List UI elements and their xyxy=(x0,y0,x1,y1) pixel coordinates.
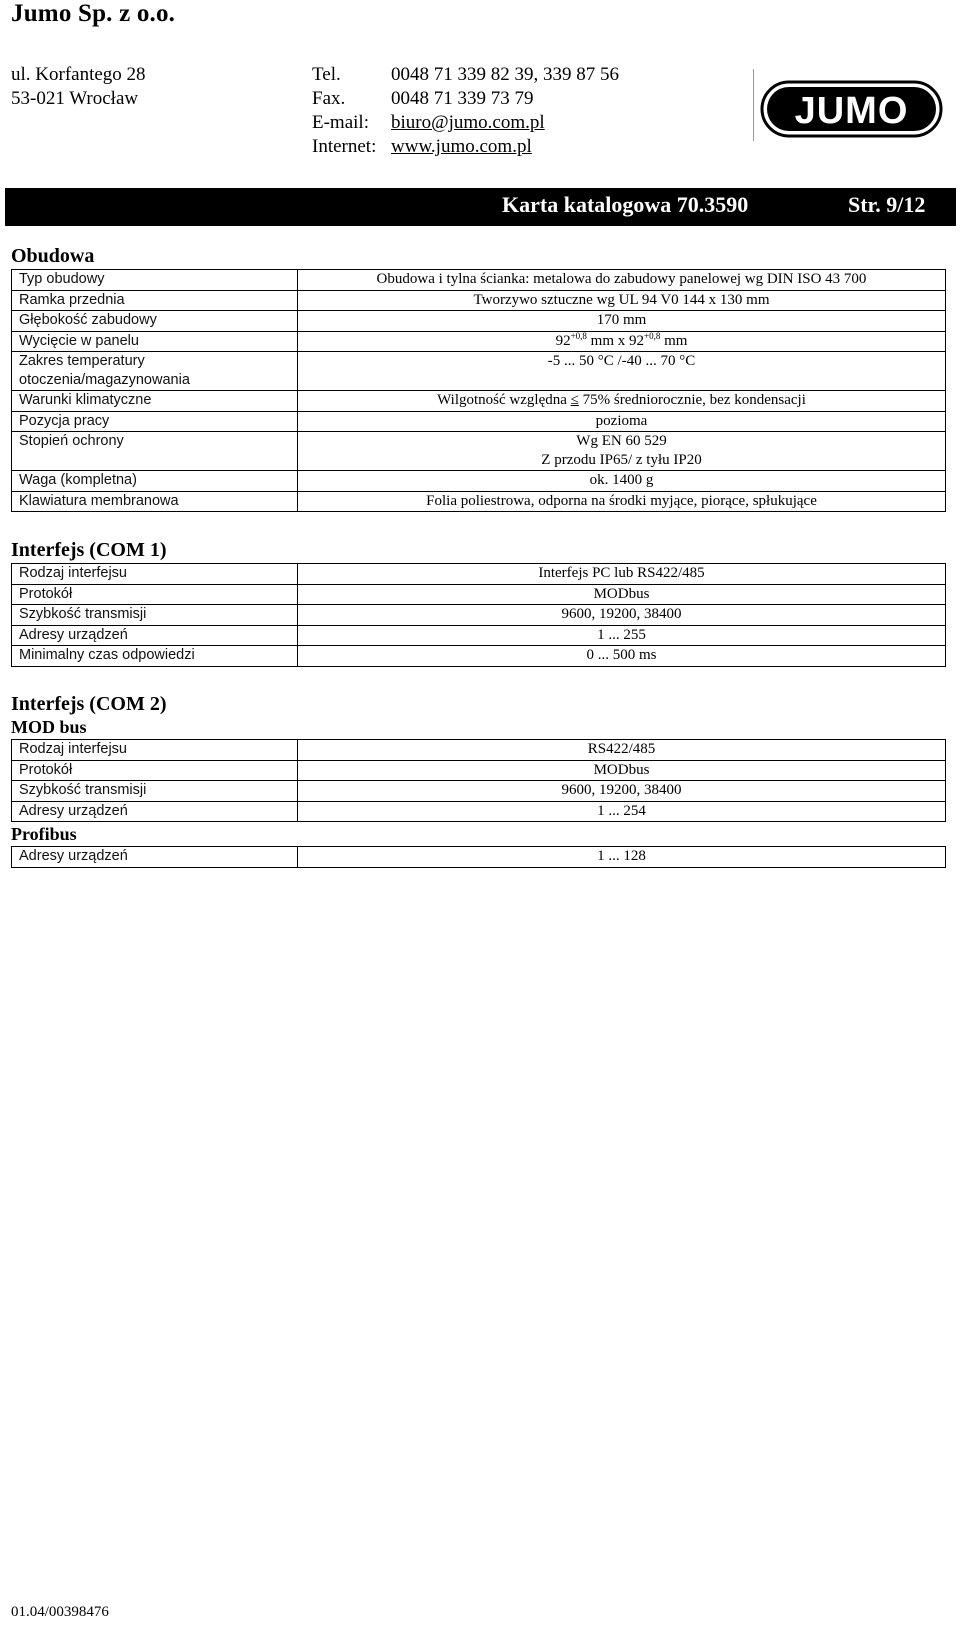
table-row xyxy=(12,411,946,432)
row-value: Obudowa i tylna ścianka: metalowa do zabudowy panelowej wg DIN ISO 43 700 xyxy=(298,270,946,291)
row-label: Szybkość transmisji xyxy=(12,781,298,802)
row-label: Zakres temperatury otoczenia/magazynowania xyxy=(12,352,298,391)
table-row xyxy=(12,847,946,868)
web-link[interactable]: www.jumo.com.pl xyxy=(391,136,532,157)
table-row xyxy=(12,625,946,646)
housing-table xyxy=(11,269,946,512)
table-row xyxy=(12,391,946,412)
table-row xyxy=(12,564,946,585)
tel-row xyxy=(312,63,619,87)
email-link[interactable]: biuro@jumo.com.pl xyxy=(391,112,545,133)
row-label: Szybkość transmisji xyxy=(12,605,298,626)
logo-divider xyxy=(753,69,754,141)
row-label: Wycięcie w panelu xyxy=(12,331,298,352)
doc-title: Karta katalogowa 70.3590 xyxy=(502,192,749,217)
tel-value: 0048 71 339 82 39, 339 87 56 xyxy=(391,64,619,85)
com2-profibus-table xyxy=(11,846,946,868)
table-row xyxy=(12,740,946,761)
row-value: 9600, 19200, 38400 xyxy=(298,781,946,802)
table-row xyxy=(12,331,946,352)
page-number: Str. 9/12 xyxy=(848,192,926,217)
table-row xyxy=(12,471,946,492)
row-value: Tworzywo sztuczne wg UL 94 V0 144 x 130 mm xyxy=(298,290,946,311)
row-label: Ramka przednia xyxy=(12,290,298,311)
row-value: 170 mm xyxy=(298,311,946,332)
email-label: E-mail: xyxy=(312,112,369,133)
jumo-logo xyxy=(760,80,943,138)
fax-row xyxy=(312,87,534,111)
table-row xyxy=(12,584,946,605)
row-value: Folia poliestrowa, odporna na środki myjące, piorące, spłukujące xyxy=(298,491,946,512)
section-title-com2: Interfejs (COM 2) xyxy=(11,693,167,715)
row-value: 1 ... 128 xyxy=(298,847,946,868)
row-label: Minimalny czas odpowiedzi xyxy=(12,646,298,667)
row-label: Typ obudowy xyxy=(12,270,298,291)
email-row xyxy=(312,111,545,135)
row-value: 1 ... 254 xyxy=(298,801,946,822)
row-value: pozioma xyxy=(298,411,946,432)
contact-block xyxy=(312,63,619,159)
com1-table xyxy=(11,563,946,667)
row-label: Rodzaj interfejsu xyxy=(12,564,298,585)
table-row xyxy=(12,352,946,391)
section-title-housing: Obudowa xyxy=(11,245,95,267)
row-label: Stopień ochrony xyxy=(12,432,298,471)
row-value: MODbus xyxy=(298,584,946,605)
row-label: Adresy urządzeń xyxy=(12,847,298,868)
row-value: ok. 1400 g xyxy=(298,471,946,492)
web-row xyxy=(312,135,532,159)
com2-modbus-table xyxy=(11,739,946,822)
subtitle-modbus: MOD bus xyxy=(11,717,87,737)
table-row xyxy=(12,290,946,311)
section-title-com1: Interfejs (COM 1) xyxy=(11,539,167,561)
row-value: MODbus xyxy=(298,760,946,781)
table-row xyxy=(12,605,946,626)
table-row xyxy=(12,760,946,781)
company-address xyxy=(11,63,146,111)
row-value: 1 ... 255 xyxy=(298,625,946,646)
footer-code: 01.04/00398476 xyxy=(11,1604,109,1620)
table-row xyxy=(12,801,946,822)
company-name: Jumo Sp. z o.o. xyxy=(11,0,176,27)
tel-label: Tel. xyxy=(312,64,341,85)
table-row xyxy=(12,311,946,332)
row-value: -5 ... 50 °C /-40 ... 70 °C xyxy=(298,352,946,391)
row-label: Warunki klimatyczne xyxy=(12,391,298,412)
doc-banner xyxy=(5,188,956,226)
table-row xyxy=(12,781,946,802)
fax-value: 0048 71 339 73 79 xyxy=(391,88,534,109)
fax-label: Fax. xyxy=(312,88,346,109)
row-value: Wg EN 60 529 Z przodu IP65/ z tyłu IP20 xyxy=(298,432,946,471)
row-value: Interfejs PC lub RS422/485 xyxy=(298,564,946,585)
row-label: Głębokość zabudowy xyxy=(12,311,298,332)
row-value: $92^{+0,8}$ mm x $92^{+0,8}$ mm xyxy=(298,331,946,352)
row-label: Protokół xyxy=(12,760,298,781)
logo-text: JUMO xyxy=(794,90,909,132)
row-value: RS422/485 xyxy=(298,740,946,761)
row-label: Klawiatura membranowa xyxy=(12,491,298,512)
row-label: Protokół xyxy=(12,584,298,605)
table-row xyxy=(12,270,946,291)
row-label: Adresy urządzeń xyxy=(12,801,298,822)
row-label: Waga (kompletna) xyxy=(12,471,298,492)
city: 53-021 Wrocław xyxy=(11,88,139,109)
row-value: Wilgotność względna ≤ 75% średniorocznie, bez kondensacji xyxy=(298,391,946,412)
row-value: 0 ... 500 ms xyxy=(298,646,946,667)
subtitle-profibus: Profibus xyxy=(11,824,77,844)
row-label: Pozycja pracy xyxy=(12,411,298,432)
table-row xyxy=(12,491,946,512)
row-label: Adresy urządzeń xyxy=(12,625,298,646)
row-value: 9600, 19200, 38400 xyxy=(298,605,946,626)
row-label: Rodzaj interfejsu xyxy=(12,740,298,761)
street: ul. Korfantego 28 xyxy=(11,64,146,85)
table-row xyxy=(12,646,946,667)
table-row xyxy=(12,432,946,471)
web-label: Internet: xyxy=(312,136,377,157)
